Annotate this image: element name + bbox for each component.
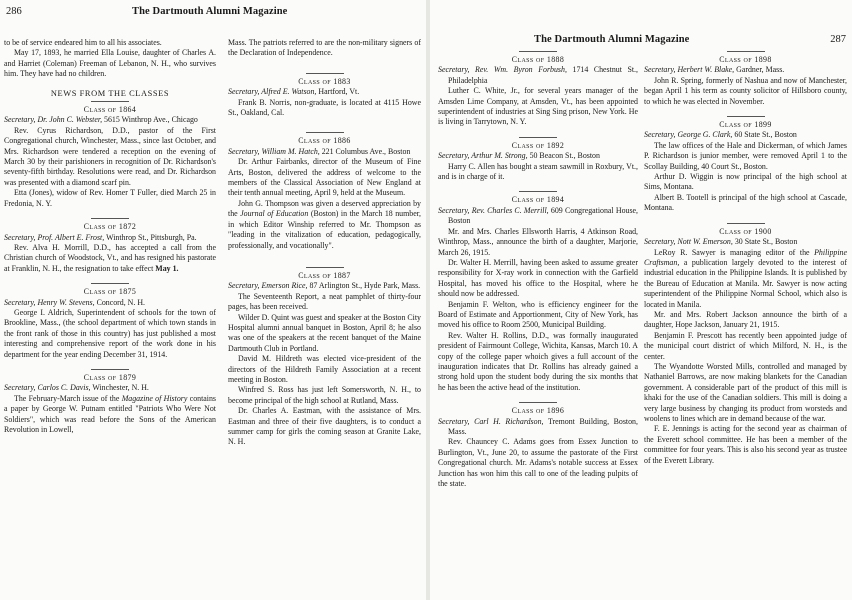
paragraph: David M. Hildreth was elected vice-president of the directors of the Hildreth Family Association at a recent meeting in Boston.: [228, 354, 421, 384]
secretary-address: Winchester, N. H.: [92, 383, 149, 393]
paragraph: George I. Aldrich, Superintendent of schools for the town of Brookline, Mass., (the school department of which town stands in the front rank of those in this country) has just published a most interesting and comprehensive report of the work done in his department for the year ending December 31, 1914.: [4, 307, 216, 359]
page-number-right: 287: [830, 34, 846, 45]
paragraph: Luther C. White, Jr., for several years manager of the Amsden Lime Company, at Amsden, Vt., has been appointed superintendent of industries at Sing Sing prison, New York. He is living in Tarrytown, N. Y.: [438, 86, 638, 127]
paragraph: [228, 199, 421, 251]
secretary-label: Secretary, Henry W. Stevens,: [4, 297, 95, 307]
secretary-label: Secretary, Rev. Wm. Byron Forbush,: [438, 65, 567, 75]
class-heading-1894: Class of 1894: [438, 191, 638, 205]
secretary-line: [438, 65, 638, 86]
paragraph: The Seventeenth Report, a neat pamphlet of thirty-four pages, has been received.: [228, 291, 421, 312]
paragraph: Rev. Walter H. Rollins, D.D., was formally inaugurated president of Fairmount College, Wichita, Kansas, March 10. A copy of the college paper whoich gives a full account of the inauguration indicates that Dr. Rollins has already gained a strong hold upon the student body during the six months that he has been the active head of the institution.: [438, 330, 638, 392]
paragraph: to be of service endeared him to all his associates.: [4, 38, 162, 47]
paragraph: [644, 248, 847, 310]
secretary-address: 50 Beacon St., Boston: [529, 151, 600, 161]
paragraph-text: contains a paper by George W. Putnam entitled "Patriots Who Were Not Soldiers", which was read before the Sons of the American Revolution in Lowell,: [4, 393, 216, 434]
secretary-line: [228, 87, 421, 97]
periodical-title: Magazine of History: [121, 393, 188, 403]
secretary-line: [438, 206, 638, 227]
right-page: [430, 0, 852, 600]
secretary-line: [228, 281, 421, 291]
paragraph: The law offices of the Hale and Dickerman, of which James P. Richardson is junior member, were removed April 1 to the Scollay Building, 40 Court St., Boston.: [644, 140, 847, 171]
paragraph: Dr. Arthur Fairbanks, director of the Museum of Fine Arts, Boston, delivered the address of welcome to the members of the Classical Association of New England at their tenth annual meeting, April 9, held at the Museum.: [228, 157, 421, 198]
section-title: NEWS FROM THE CLASSES: [50, 88, 170, 98]
paragraph-text: LeRoy R. Sawyer is managing editor of the: [654, 247, 810, 257]
running-head-left: The Dartmouth Alumni Magazine: [132, 6, 288, 17]
secretary-address: Concord, N. H.: [96, 297, 145, 307]
paragraph: The Wyandotte Worsted Mills, controlled and managed by Nathaniel Barrows, are now making blankets for the Canadian government. A considerable part of the product of this mill is khaki for the use of the Canadian soldiers. This mill is doing a very large business by changing its product from worsteds and woolens to lines which are in demand because of the war.: [644, 361, 847, 423]
left-column-2: [228, 38, 421, 598]
paragraph: Mass. The patriots referred to are the non-military signers of the Declaration of Independence.: [228, 38, 421, 58]
class-heading-1892: Class of 1892: [438, 137, 638, 151]
paragraph: Benjamin F. Prescott has recently been appointed judge of the municipal court district of which Milford, N. H., is the center.: [644, 330, 847, 361]
secretary-label: Secretary, Prof. Albert E. Frost,: [4, 232, 105, 242]
paragraph: Mr. and Mrs. Robert Jackson announce the birth of a daughter, Hope Jackson, January 21, 1915.: [644, 309, 847, 330]
secretary-label: Secretary, George G. Clark,: [644, 130, 733, 140]
paragraph: Albert B. Tootell is principal of the high school at Cascade, Montana.: [644, 192, 847, 213]
secretary-address: 5615 Winthrop Ave., Chicago: [104, 115, 198, 125]
paragraph-text: The February-March issue of the: [14, 393, 120, 403]
paragraph: Frank B. Norris, non-graduate, is located at 4115 Howe St., Oakland, Cal.: [228, 97, 421, 118]
secretary-label: Secretary, William M. Hatch,: [228, 146, 320, 156]
secretary-line: [4, 233, 216, 243]
paragraph: Rev. Chauncey C. Adams goes from Essex Junction to Burlington, Vt., June 20, to assume the pastorate of the First Congregational church. Mr. Adams's notable success at Essex Junction has won him this call to one of the leading pulpits of the state.: [438, 437, 638, 489]
periodical-title: Journal of Education: [240, 209, 309, 219]
paragraph: Wilder D. Quint was guest and speaker at the Boston City Hospital alumni annual banquet in Boston, April 8; he also was one of the speakers at the recent banquet of the Maine Dartmouth Club in Portland.: [228, 312, 421, 353]
secretary-address: 87 Arlington St., Hyde Park, Mass.: [309, 281, 421, 291]
secretary-label: Secretary, Nott W. Emerson,: [644, 237, 733, 247]
paragraph: Winfred S. Ross has just left Somersworth, N. H., to become principal of the high school at Rutland, Mass.: [228, 385, 421, 405]
secretary-label: Secretary, Alfred E. Watson,: [228, 87, 317, 97]
secretary-line: [644, 65, 847, 75]
paragraph-text: (Boston) in the March 18 number, in which Editor Winship referred to Mr. Thompson as "leading in the vitalization of education, pedagogically, professionally, and vocationally".: [228, 209, 421, 250]
class-heading-1899: Class of 1899: [644, 116, 847, 130]
class-heading-1864: Class of 1864: [4, 101, 216, 115]
class-heading-1900: Class of 1900: [644, 223, 847, 237]
paragraph-text: a publication largely devoted to the interest of industrial education in the Philippine Islands. It is published by the Bureau of Education at Manila. Mr. Sawyer is now acting superintendent of the Philippine Normal School, which also is located in Manila.: [644, 257, 847, 309]
secretary-line: [644, 237, 847, 247]
paragraph: Dr. Walter H. Merrill, having been asked to assume greater responsibility for X-ray work in connection with the Garfield Hospital, has moved his office to the Hospital, where he should now be addressed.: [438, 257, 638, 299]
secretary-line: [4, 383, 216, 393]
paragraph: Rev. Cyrus Richardson, D.D., pastor of the First Congregational church, Winchester, Mass., since last October, and Mrs. Richardson were tendered a reception on the evening of March 30 by their parishioners in recognition of Dr. Richardson's seventy-fifth birthday. Resolutions were read, and Dr. Richardson was presented with a diamond scarf pin.: [4, 125, 216, 187]
paragraph: Dr. Charles A. Eastman, with the assistance of Mrs. Eastman and three of their five daughters, is to conduct a summer camp for girls the coming season at Granite Lake, N. H.: [228, 406, 421, 447]
paragraph: Harry C. Allen has bought a steam sawmill in Roxbury, Vt., and is in charge of it.: [438, 161, 638, 182]
class-heading-1888: Class of 1888: [438, 51, 638, 65]
paragraph: May 17, 1893, he married Ella Louise, daughter of Charles A. and Harriet (Coleman) Freeman of Lebanon, N. H., who survives him. They have had no children.: [4, 48, 216, 79]
secretary-address: Tremont Building, Boston, Mass.: [448, 416, 638, 436]
paragraph-bold: May 1.: [155, 263, 179, 273]
class-heading-1886: Class of 1886: [228, 132, 421, 146]
left-column-1: [4, 38, 216, 598]
class-heading-1898: Class of 1898: [644, 51, 847, 65]
right-column-2: [644, 50, 847, 598]
paragraph-text: Rev. Alva H. Morrill, D.D., has accepted a call from the Christian church of Woodstock, Vt., and has resigned his pastorate at Franklin, N. H., the resignation to take effect: [4, 242, 216, 273]
secretary-label: Secretary, Dr. John C. Webster,: [4, 115, 103, 125]
secretary-address: 609 Congregational House, Boston: [448, 205, 638, 226]
secretary-label: Secretary, Rev. Charles C. Merrill,: [438, 205, 549, 215]
secretary-label: Secretary, Herbert W. Blake,: [644, 65, 735, 75]
secretary-address: 60 State St., Boston: [734, 130, 797, 140]
secretary-address: 30 State St., Boston: [734, 237, 798, 247]
secretary-address: Winthrop St., Pittsburgh, Pa.: [106, 232, 197, 242]
secretary-line: [438, 151, 638, 161]
secretary-label: Secretary, Arthur M. Strong,: [438, 151, 528, 161]
paragraph: John R. Spring, formerly of Nashua and now of Manchester, began April 1 his term as county solicitor of Hillsboro county, to which he was elected in November.: [644, 75, 847, 106]
paragraph: Benjamin F. Welton, who is efficiency engineer for the Board of Estimate and Apportionment, City of New York, has moved his office to Room 2500, Municipal Building.: [438, 299, 638, 330]
class-heading-1887: Class of 1887: [228, 267, 421, 281]
class-heading-1879: Class of 1879: [4, 369, 216, 383]
paragraph: F. E. Jennings is acting for the second year as chairman of the Everett school committee. He has been a member of the committee for four years. This is also his second year as trustee of the Everett Library.: [644, 424, 847, 465]
running-head-right: The Dartmouth Alumni Magazine: [534, 34, 690, 45]
class-heading-1872: Class of 1872: [4, 218, 216, 232]
secretary-address: Gardner, Mass.: [736, 65, 785, 75]
secretary-line: [228, 147, 421, 157]
class-heading-1883: Class of 1883: [228, 73, 421, 87]
paragraph: Etta (Jones), widow of Rev. Homer T Fuller, died March 25 in Fredonia, N. Y.: [4, 188, 216, 208]
paragraph-text: John G. Thompson was given a deserved appreciation by the: [228, 198, 421, 219]
secretary-line: [438, 417, 638, 438]
periodical-title: Philippine Craftsman,: [644, 247, 847, 267]
secretary-label: Secretary, Carlos C. Davis,: [4, 383, 91, 393]
secretary-address: 221 Columbus Ave., Boston: [321, 146, 411, 156]
class-heading-1875: Class of 1875: [4, 283, 216, 297]
secretary-line: [644, 130, 847, 140]
paragraph: Mr. and Mrs. Charles Ellsworth Harris, 4 Atkinson Road, Winthrop, Mass., announce the birth of a daughter, Marjorie, March 26, 1915.: [438, 226, 638, 257]
secretary-label: Secretary, Carl H. Richardson,: [438, 416, 544, 426]
paragraph: Arthur D. Wiggin is now principal of the high school at Sims, Montana.: [644, 172, 847, 192]
class-heading-1896: Class of 1896: [438, 402, 638, 416]
secretary-line: [4, 298, 216, 308]
right-column-1: [438, 50, 638, 598]
secretary-address: 1714 Chestnut St., Philadelphia: [448, 65, 638, 85]
paragraph: [4, 243, 216, 274]
secretary-address: Hartford, Vt.: [318, 87, 360, 97]
secretary-label: Secretary, Emerson Rice,: [228, 281, 308, 291]
page-number-left: 286: [6, 6, 22, 17]
paragraph: [4, 394, 216, 436]
secretary-line: [4, 115, 216, 125]
